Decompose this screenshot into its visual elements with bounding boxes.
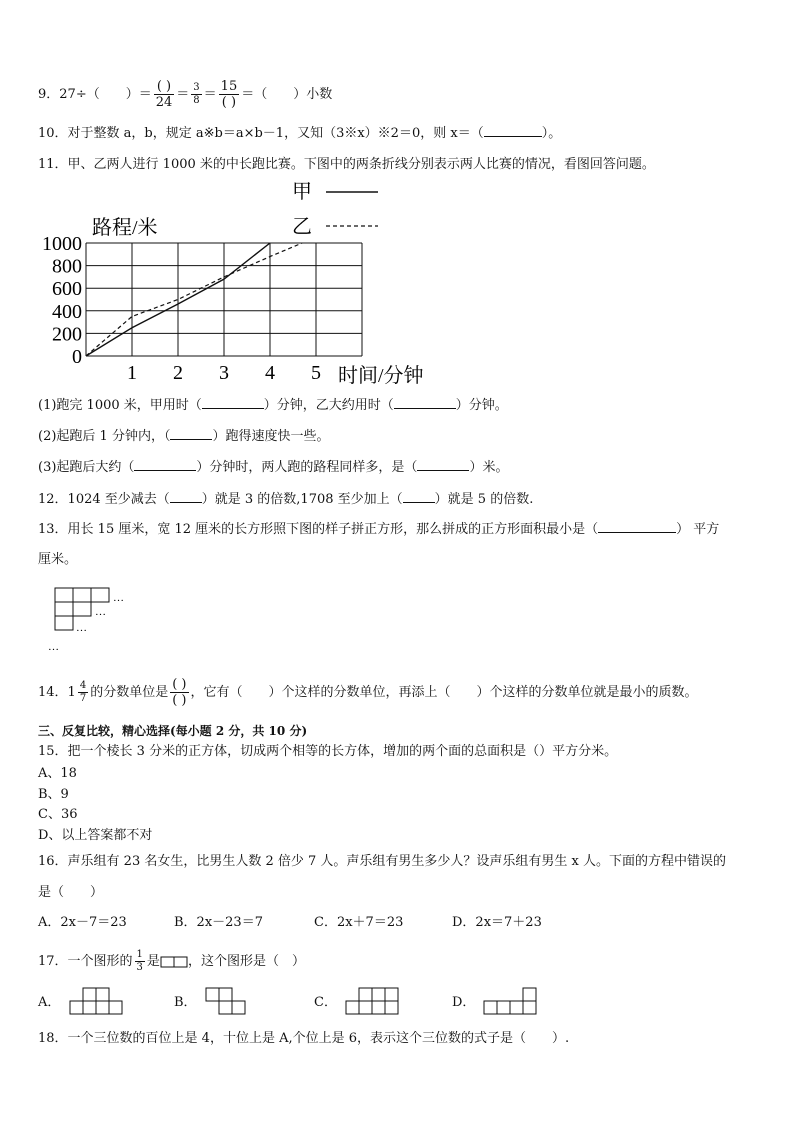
option-a[interactable]: A、18 (38, 766, 77, 781)
question-17: 17．一个图形的 $\frac{1}{3}$ 是 ，这个图形是（ ） (38, 949, 305, 973)
y-tick-label: 0 (72, 346, 82, 368)
question-18: 18．一个三位数的百位上是 4，十位上是 A,个位上是 6，表示这个三位数的式子是（ ）. (38, 1031, 570, 1046)
option-c[interactable]: C、36 (38, 807, 78, 822)
legend-label-jia: 甲 (292, 181, 312, 203)
x-tick-label: 2 (173, 362, 183, 384)
option-b[interactable]: B． (174, 995, 197, 1010)
question-9: 9．27÷（ ）＝ $\frac{( )}{24}$ ＝ $\frac{3}{8}$ ＝ $\frac{15}{( )}$ ＝（ ）小数 (38, 79, 333, 110)
x-axis-label: 时间/分钟 (338, 365, 424, 387)
question-14: 14．1 $\frac{4}{7}$ 的分数单位是 $\frac{( )}{( )}$ ，它有（ ）个这样的分数单位，再添上（ ）个这样的分数单位就是最小的质数。 (38, 677, 698, 708)
option-c-figure (344, 986, 404, 1016)
option-a[interactable]: A． (38, 995, 61, 1010)
answer-blank[interactable] (170, 427, 212, 440)
answer-blank[interactable] (484, 124, 542, 137)
legend-label-yi: 乙 (292, 216, 312, 238)
ellipsis: … (76, 622, 87, 634)
question-16: 16．声乐组有 23 名女生，比男生人数 2 倍少 7 人。声乐组有男生多少人？设声乐组有男生 x 人。下面的方程中错误的 (38, 854, 727, 869)
question-12: 12．1024 至少减去（ ）就是 3 的倍数,1708 至少加上（ ）就是 5 的倍数. (38, 492, 534, 507)
answer-blank[interactable] (394, 396, 456, 409)
y-tick-label: 1000 (42, 233, 82, 255)
answer-blank[interactable] (134, 458, 196, 471)
x-tick-label: 4 (265, 362, 275, 384)
option-d[interactable]: D．2x＝7＋23 (452, 915, 542, 930)
y-tick-label: 400 (52, 300, 82, 323)
option-b[interactable]: B、9 (38, 787, 69, 802)
option-c[interactable]: C．2x＋7＝23 (314, 915, 404, 930)
fraction: $\frac{( )}{( )}$ (172, 677, 187, 708)
line-chart (30, 176, 450, 391)
question-13-line-2: 厘米。 (38, 552, 78, 567)
question-11-part-2: (2)起跑后 1 分钟内，（ ）跑得速度快一些。 (38, 429, 330, 444)
ellipsis: … (95, 606, 106, 618)
x-tick-label: 5 (311, 362, 321, 384)
fraction: $\frac{4}{7}$ (79, 680, 87, 704)
question-15: 15．把一个棱长 3 分米的正方体，切成两个相等的长方体，增加的两个面的总面积是（）平方分米。 (38, 744, 618, 759)
answer-blank[interactable] (417, 458, 469, 471)
two-squares-figure (160, 956, 188, 968)
answer-blank[interactable] (403, 490, 435, 503)
section-heading: 三、反复比较，精心选择(每小题 2 分，共 10 分) (38, 724, 308, 738)
question-11: 11．甲、乙两人进行 1000 米的中长跑比赛。下图中的两条折线分别表示两人比赛的情况，看图回答问题。 (38, 157, 655, 172)
fraction: $\frac{3}{8}$ (193, 82, 200, 106)
ellipsis: … (113, 592, 124, 604)
question-16-line-2: 是（ ） (38, 885, 104, 900)
question-13: 13．用长 15 厘米，宽 12 厘米的长方形照下图的样子拼正方形，那么拼成的正方形面积最小是（ ） 平方 (38, 522, 720, 537)
chart-legend (292, 181, 378, 238)
ellipsis: … (48, 641, 59, 653)
option-d-figure (482, 986, 542, 1016)
answer-blank[interactable] (170, 490, 202, 503)
option-b[interactable]: B．2x－23＝7 (174, 915, 263, 930)
option-c[interactable]: C． (314, 995, 337, 1010)
x-tick-label: 1 (127, 362, 137, 384)
question-11-part-1: (1)跑完 1000 米，甲用时（ ）分钟，乙大约用时（ ）分钟。 (38, 398, 508, 413)
fraction: $\frac{1}{3}$ (136, 949, 143, 973)
fraction: $\frac{15}{( )}$ (220, 79, 238, 110)
y-axis-label: 路程/米 (92, 217, 158, 239)
option-d[interactable]: D． (452, 995, 476, 1010)
question-11-part-3: (3)起跑后大约（ ）分钟时，两人跑的路程同样多，是（ ）米。 (38, 460, 509, 475)
fraction: $\frac{( )}{24}$ (155, 79, 173, 110)
x-tick-label: 3 (219, 362, 229, 384)
y-tick-label: 600 (52, 278, 82, 301)
y-tick-label: 200 (52, 323, 82, 346)
y-tick-label: 800 (52, 255, 82, 278)
answer-blank[interactable] (202, 396, 264, 409)
option-d[interactable]: D、以上答案都不对 (38, 828, 153, 843)
option-b-figure (204, 986, 254, 1016)
rectangle-tiling-figure (40, 584, 140, 656)
question-10: 10．对于整数 a，b，规定 a※b＝a×b－1，又知（3※x）※2＝0，则 x＝（ ）。 (38, 126, 562, 141)
chart-grid (86, 243, 362, 356)
answer-blank[interactable] (598, 520, 676, 533)
chart-ticks (42, 233, 321, 384)
option-a[interactable]: A．2x－7＝23 (38, 915, 127, 930)
option-a-figure (68, 986, 128, 1016)
